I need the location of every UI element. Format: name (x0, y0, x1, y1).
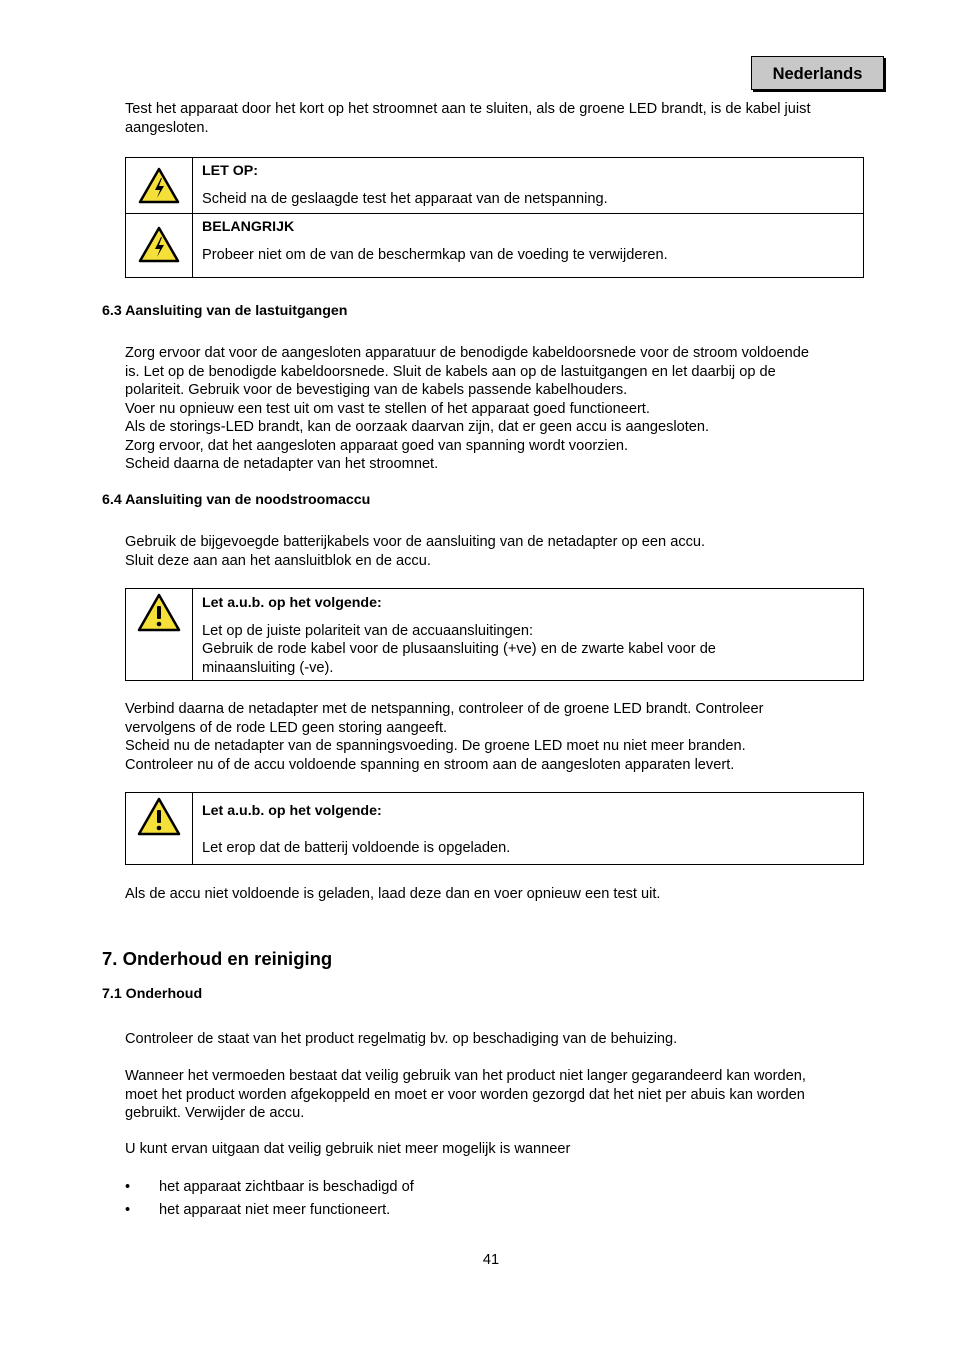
warning-icon-cell (126, 158, 193, 214)
text-line: minaansluiting (-ve). (202, 659, 334, 676)
warning-text-cell (193, 214, 864, 278)
section-heading-6-4: 6.4 Aansluiting van de noodstroomaccu (102, 492, 371, 508)
text-line: gebruikt. Verwijder de accu. (125, 1105, 305, 1121)
text-line: Gebruik de bijgevoegde batterijkabels voor de aansluiting van de netadapter op een accu. (125, 534, 706, 550)
maintenance-paragraph-1: Controleer de staat van het product regelmatig bv. op beschadiging van de behuizing. (125, 1031, 678, 1047)
text-line: Zorg ervoor, dat het aangesloten apparaat goed van spanning wordt voorzien. (125, 437, 629, 454)
warning-text-cell (193, 158, 864, 214)
closing-paragraph: Als de accu niet voldoende is geladen, laad deze dan en voer opnieuw een test uit. (125, 886, 661, 902)
warning-text: Scheid na de geslaagde test het apparaat van de netspanning. (202, 190, 608, 207)
warning-title: BELANGRIJK (202, 219, 295, 235)
maintenance-paragraph-2 (125, 1067, 885, 1123)
section-6-4-body (125, 533, 885, 570)
list-item (125, 1178, 885, 1197)
list-item-text: het apparaat zichtbaar is beschadigd of (159, 1179, 414, 1195)
text-line: polariteit. Gebruik voor de bevestiging van de kabels passende kabelhouders. (125, 382, 628, 398)
section-6-3-body (125, 344, 885, 474)
caution-text: Let erop dat de batterij voldoende is opgeladen. (202, 839, 511, 856)
caution-warning-icon (137, 593, 181, 633)
text-line: Voer nu opnieuw een test uit om vast te stellen of het apparaat goed functioneert. (125, 400, 650, 417)
text-line: Als de storings-LED brandt, kan de oorzaak daarvan zijn, dat er geen accu is aangesloten. (125, 419, 710, 435)
list-item (125, 1201, 885, 1220)
intro-paragraph: Test het apparaat door het kort op het stroomnet aan te sluiten, als de groene LED brandt, is de kabel juist aangesloten. (125, 101, 811, 136)
text-line: vervolgens of de rode LED geen storing aangeeft. (125, 719, 448, 736)
maintenance-paragraph-3: U kunt ervan uitgaan dat veilig gebruik niet meer mogelijk is wanneer (125, 1141, 571, 1157)
section-6-4-body-2 (125, 700, 885, 774)
text-line: Wanneer het vermoeden bestaat dat veilig gebruik van het product niet langer gegarandeerd kan worden, (125, 1068, 806, 1084)
text-line: Gebruik de rode kabel voor de plusaansluiting (+ve) en de zwarte kabel voor de (202, 641, 716, 657)
language-badge: Nederlands (751, 56, 884, 90)
text-line: Zorg ervoor dat voor de aangesloten apparatuur de benodigde kabeldoorsnede voor de stroom voldoende (125, 345, 809, 361)
text-line: Controleer nu of de accu voldoende spanning en stroom aan de aangesloten apparaten levert. (125, 756, 735, 773)
text-line: Verbind daarna de netadapter met de netspanning, controleer of de groene LED brandt. Controleer (125, 701, 764, 717)
high-voltage-warning-icon (138, 226, 180, 264)
list-item-text: het apparaat niet meer functioneert. (159, 1202, 391, 1218)
high-voltage-warning-icon (138, 167, 180, 205)
caution-text-cell (193, 589, 864, 681)
section-heading-7-1: 7.1 Onderhoud (102, 986, 203, 1002)
text-line: Scheid daarna de netadapter van het stroomnet. (125, 456, 439, 472)
caution-icon-cell (126, 589, 193, 681)
text-line: Sluit deze aan aan het aansluitblok en de accu. (125, 552, 431, 569)
warning-icon-cell (126, 214, 193, 278)
caution-text-cell (193, 793, 864, 865)
page-number: 41 (482, 1252, 500, 1268)
bullet-icon: • (125, 1179, 131, 1195)
caution-warning-icon (137, 797, 181, 837)
section-heading-6-3: 6.3 Aansluiting van de lastuitgangen (102, 303, 348, 319)
caution-title: Let a.u.b. op het volgende: (202, 803, 382, 819)
warning-title: LET OP: (202, 163, 258, 179)
text-line: is. Let op de benodigde kabeldoorsnede. Sluit de kabels aan op de lastuitgangen en let daarbij op de (125, 363, 776, 380)
warning-text: Probeer niet om de van de beschermkap van de voeding te verwijderen. (202, 246, 668, 263)
caution-note (125, 792, 864, 865)
caution-title: Let a.u.b. op het volgende: (202, 595, 382, 611)
bullet-icon: • (125, 1202, 131, 1218)
section-heading-7: 7. Onderhoud en reiniging (102, 948, 333, 969)
caution-note (125, 588, 864, 681)
text-line: moet het product worden afgekoppeld en moet er voor worden gezorgd dat het niet per abuis kan worden (125, 1086, 805, 1103)
text-line: Scheid nu de netadapter van de spanningsvoeding. De groene LED moet nu niet meer branden. (125, 738, 746, 754)
warning-table (125, 157, 864, 278)
caution-icon-cell (126, 793, 193, 865)
text-line: Let op de juiste polariteit van de accuaansluitingen: (202, 622, 534, 639)
